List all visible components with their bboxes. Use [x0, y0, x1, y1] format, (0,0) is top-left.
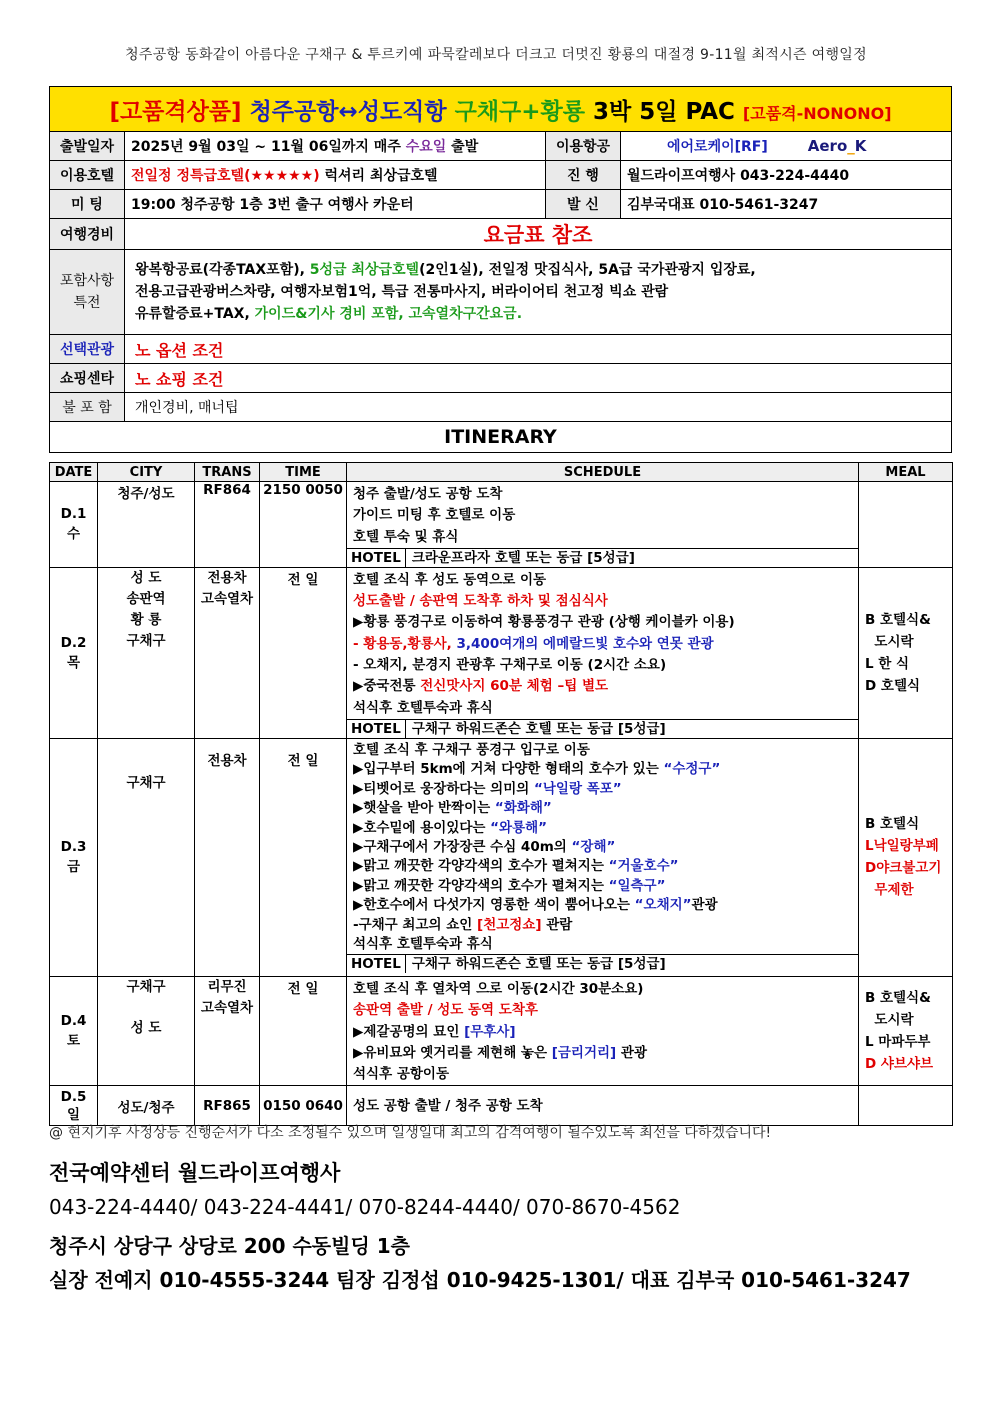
day-5-city: 성도/청주 — [98, 1086, 195, 1126]
day-3-row — [50, 738, 953, 976]
col-schedule: SCHEDULE — [347, 463, 859, 482]
day-2-time: 전 일 — [260, 567, 347, 738]
option-value: 노 옵션 조건 — [125, 335, 952, 364]
day-1-meal — [859, 482, 953, 568]
top-caption: 청주공항 동화같이 아름다운 구채구 & 투르키예 파묵칼레보다 더크고 더멋진 황룡의 대절경 9-11월 최적시즌 여행일정 — [125, 47, 867, 63]
day-4-schedule: 호텔 조식 후 열차역 으로 이동(2시간 30분소요) 송판역 출발 / 성도 동역 도착후 ▶제갈공명의 묘인 [무후사] ▶유비묘와 옛거리를 제현해 놓은 [금리거리] 관광 석식후 공항이동 — [347, 976, 859, 1085]
hotel-value: 전일정 정특급호텔(★★★★★) 럭셔리 최상급호텔 — [125, 161, 546, 190]
shop-value: 노 쇼핑 조건 — [125, 364, 952, 393]
day-2-hotel: HOTEL 구채구 하워드존슨 호텔 또는 동급 [5성급] — [347, 719, 858, 738]
day-2-row — [50, 567, 953, 738]
contact-center: 전국예약센터 월드라이프여행사 — [49, 1161, 341, 1185]
itinerary-table — [49, 462, 953, 1126]
shop-label: 쇼핑센타 — [50, 364, 125, 393]
col-meal: MEAL — [859, 463, 953, 482]
day-2-city: 성 도 송판역 황 룡 구채구 — [98, 567, 195, 738]
day-2-schedule: 호텔 조식 후 성도 동역으로 이동 성도출발 / 송판역 도착후 하차 및 점심식사 ▶황룡 풍경구로 이동하여 황룡풍경구 관광 (상행 케이블카 이용) - 황용동,황룡사, 3,400여개의 에메랄드빛 호수와 연못 관광 - 오채지, 분경지 관광후 구채구로 이동 (2시간 소요) ▶중국전통 전신맛사지 60분 체험 –팁 별도 석식후 호텔투숙과 휴식 HOTEL 구채구 하워드존슨 호텔 또는 동급 [5성급] — [347, 567, 859, 738]
depart-label: 출발일자 — [50, 132, 125, 161]
meeting-value: 19:00 청주공항 1층 3번 출구 여행사 카운터 — [125, 190, 546, 219]
day-5-schedule: 성도 공항 출발 / 청주 공항 도착 — [347, 1086, 859, 1126]
day-3-city: 구채구 — [98, 738, 195, 976]
day-5-trans: RF865 — [195, 1086, 260, 1126]
day-1-schedule: 청주 출발/성도 공항 도착 가이드 미팅 후 호텔로 이동 호텔 투숙 및 휴식 HOTEL 크라운프라자 호텔 또는 동급 [5성급] — [347, 482, 859, 568]
excl-value: 개인경비, 매너팁 — [125, 393, 952, 422]
day-1-city: 청주/성도 — [98, 482, 195, 568]
progress-label: 진 행 — [546, 161, 621, 190]
day-4-date: D.4 토 — [50, 976, 98, 1085]
day-1-trans: RF864 — [195, 482, 260, 568]
title-badge: [고품격-NONONO] — [742, 103, 892, 123]
day-1-time: 2150 0050 — [260, 482, 347, 568]
progress-value: 월드라이프여행사 043-224-4440 — [621, 161, 952, 190]
depart-value: 2025년 9월 03일 ~ 11월 06일까지 매주 수요일 출발 — [125, 132, 546, 161]
day-1-row — [50, 482, 953, 568]
day-3-meal: B 호텔식 L낙일랑부페 D야크불고기 무제한 — [859, 738, 953, 976]
contact-address: 청주시 상당구 상당로 200 수동빌딩 1층 — [49, 1234, 410, 1258]
hotel-label: 이용호텔 — [50, 161, 125, 190]
day-3-schedule: 호텔 조식 후 구채구 풍경구 입구로 이동 ▶입구부터 5km에 거쳐 다양한 형태의 호수가 있는 “수정구” ▶티벳어로 웅장하다는 의미의 “낙일랑 폭포” ▶햇살을 받아 반짝이는 “화화해” ▶호수밑에 용이있다는 “와룡해” ▶구채구에서 가장장큰 수심 40m의 “장해” ▶맑고 깨끗한 각양각색의 호수가 펼쳐지는 “거울호수” ▶맑고 깨끗한 각양각색의 호수가 펼쳐지는 “일측구” ▶한호수에서 다섯가지 영롱한 색이 뿜어나오는 “오채지”관광 -구채구 최고의 쇼인 [천고정쇼] 관람 석식후 호텔투숙과 휴식 HOTEL 구채구 하워드존슨 호텔 또는 동급 [5성급] — [347, 738, 859, 976]
option-label: 선택관광 — [50, 335, 125, 364]
day-1-hotel: HOTEL 크라운프라자 호텔 또는 동급 [5성급] — [347, 548, 858, 567]
day-4-city: 구채구 성 도 — [98, 976, 195, 1085]
contact-staff: 실장 전예지 010-4555-3244 팀장 김정섭 010-9425-1301/ 대표 김부국 010-5461-3247 — [49, 1268, 911, 1292]
incl-label: 포함사항 특전 — [50, 250, 125, 335]
title-dest: 구채구+황룡 — [454, 98, 585, 125]
day-4-meal: B 호텔식& 도시락 L 마파두부 D 샤브샤브 — [859, 976, 953, 1085]
itinerary-title: ITINERARY — [50, 422, 952, 453]
footnote: @ 현지기후 사정상등 진행순서가 다소 조정될수 있으며 일생일대 최고의 감격여행이 될수있도록 최선을 다하겠습니다! — [49, 1125, 772, 1141]
incl-value: 왕복항공료(각종TAX포함), 5성급 최상급호텔(2인1실), 전일정 맛집식사, 5A급 국가관광지 입장료, 전용고급관광버스차량, 여행자보험1억, 특급 전통마사지, 버라이어티 천고정 빅쇼 관람 유류할증료+TAX, 가이드&기사 경비 포함, 고속열차구간요금. — [125, 250, 952, 335]
airline-value: 에어로케이[RF] Aero_K — [621, 132, 952, 161]
airline-label: 이용항공 — [546, 132, 621, 161]
sender-value: 김부국대표 010-5461-3247 — [621, 190, 952, 219]
cost-label: 여행경비 — [50, 219, 125, 250]
day-3-date: D.3 금 — [50, 738, 98, 976]
day-5-row — [50, 1086, 953, 1126]
day-3-trans: 전용차 — [195, 738, 260, 976]
cost-value: 요금표 참조 — [125, 219, 952, 250]
day-1-date: D.1 수 — [50, 482, 98, 568]
summary-table — [49, 86, 952, 453]
sender-label: 발 신 — [546, 190, 621, 219]
day-2-date: D.2 목 — [50, 567, 98, 738]
col-city: CITY — [98, 463, 195, 482]
day-2-meal: B 호텔식& 도시락 L 한 식 D 호텔식 — [859, 567, 953, 738]
col-time: TIME — [260, 463, 347, 482]
day-4-trans: 리무진 고속열차 — [195, 976, 260, 1085]
day-3-time: 전 일 — [260, 738, 347, 976]
excl-label: 불 포 함 — [50, 393, 125, 422]
day-3-hotel: HOTEL 구채구 하워드존슨 호텔 또는 동급 [5성급] — [347, 954, 858, 973]
day-4-time: 전 일 — [260, 976, 347, 1085]
title-banner — [50, 87, 952, 132]
day-2-trans: 전용차 고속열차 — [195, 567, 260, 738]
col-trans: TRANS — [195, 463, 260, 482]
title-tag: [고품격상품] — [109, 98, 242, 125]
day-4-row — [50, 976, 953, 1085]
aerok-logo: Aero_K — [807, 137, 867, 155]
meeting-label: 미 팅 — [50, 190, 125, 219]
contact-phones: 043-224-4440/ 043-224-4441/ 070-8244-4440/ 070-8670-4562 — [49, 1195, 681, 1219]
col-date: DATE — [50, 463, 98, 482]
title-duration: 3박 5일 PAC — [593, 98, 735, 125]
title-route: 청주공항↔성도직항 — [249, 98, 447, 125]
day-5-date: D.5 일 — [50, 1086, 98, 1126]
day-5-meal — [859, 1086, 953, 1126]
day-5-time: 0150 0640 — [260, 1086, 347, 1126]
